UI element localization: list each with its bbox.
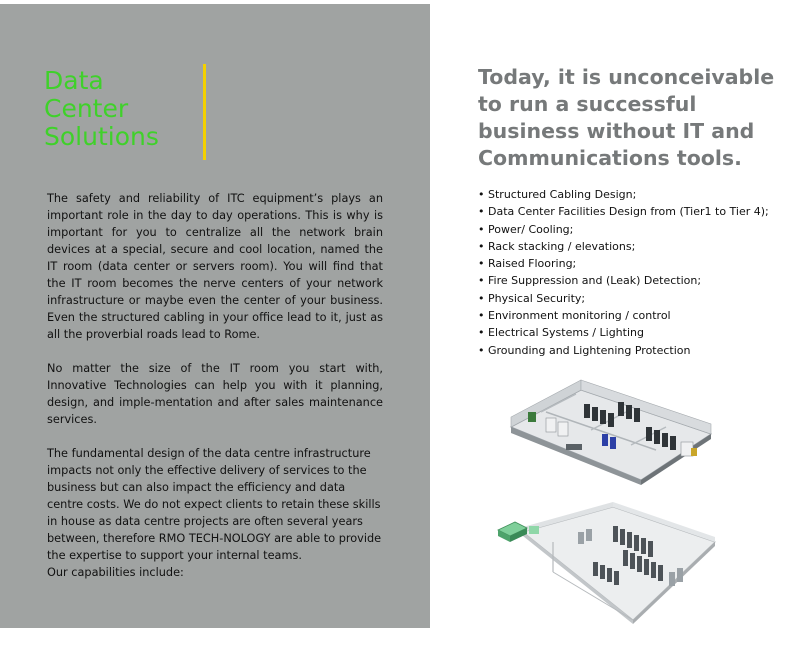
capability-item: • Fire Suppression and (Leak) Detection; <box>478 272 769 289</box>
datacenter-3d-cutaway-illustration <box>506 372 716 487</box>
capability-item: • Electrical Systems / Lighting <box>478 324 769 341</box>
title-line-1: Data <box>44 66 104 95</box>
title-line-3: Solutions <box>44 122 159 151</box>
capability-item: • Power/ Cooling; <box>478 221 769 238</box>
intro-paragraph-3-text: The fundamental design of the data centre infrastructure impacts not only the effective delivery of services to the business but can also impact the efficiency and data centre costs. We do not expect clients to retain these skills in house as data centre projects are often several years between, therefore RMO TECH-NOLOGY are able to provide the expertise to support your internal teams. <box>47 447 382 562</box>
intro-paragraph-1: The safety and reliability of ITC equipment’s plays an important role in the day to day operations. This is why is important for you to centralize all the network brain devices at a special, secure and cool location, named the IT room (data center or servers room). You will find that the IT room becomes the nerve centers of your network infrastructure or maybe even the center of your business. Even the structured cabling in your office lead to it, just as all the proverbial roads lead to Rome. <box>47 192 383 341</box>
intro-text <box>47 190 383 581</box>
capability-item: • Rack stacking / elevations; <box>478 238 769 255</box>
capabilities-intro: Our capabilities include: <box>47 566 184 579</box>
title-line-2: Center <box>44 94 129 123</box>
capabilities-list <box>478 186 769 359</box>
capability-item: • Data Center Facilities Design from (Tier1 to Tier 4); <box>478 203 769 220</box>
title-accent-bar <box>203 64 206 160</box>
capability-item: • Grounding and Lightening Protection <box>478 342 769 359</box>
section-title <box>44 67 159 151</box>
intro-paragraph-3 <box>47 445 383 581</box>
capability-item: • Structured Cabling Design; <box>478 186 769 203</box>
headline: Today, it is unconceivable to run a successful business without IT and Communications tools. <box>478 65 775 170</box>
capability-item: • Raised Flooring; <box>478 255 769 272</box>
intro-paragraph-2: No matter the size of the IT room you start with, Innovative Technologies can help you with it planning, design, and imple-mentation and after sales maintenance services. <box>47 362 383 426</box>
server-room-floorplan-illustration <box>493 502 718 627</box>
capability-item: • Environment monitoring / control <box>478 307 769 324</box>
capability-item: • Physical Security; <box>478 290 769 307</box>
